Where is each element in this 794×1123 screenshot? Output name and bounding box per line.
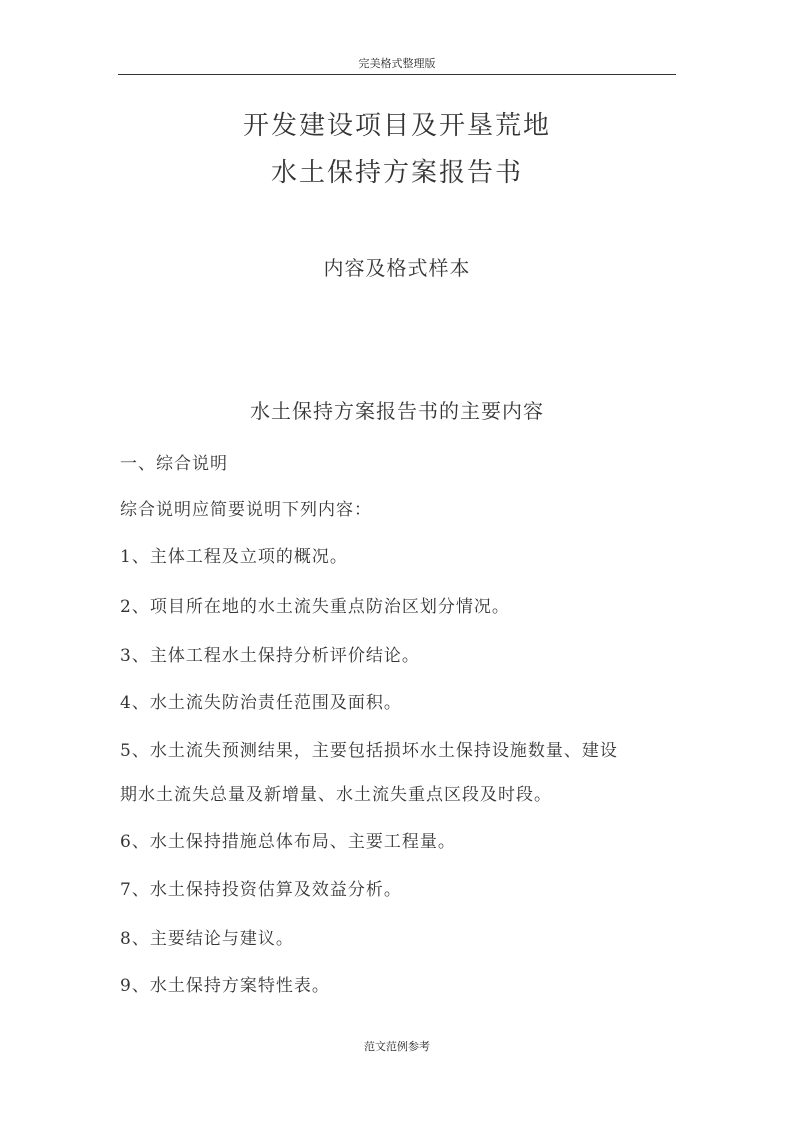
list-item-continuation: 期水土流失总量及新增量、水土流失重点区段及时段。: [120, 785, 552, 805]
list-item: 3、主体工程水土保持分析评价结论。: [120, 646, 420, 666]
document-title-line-1: 开发建设项目及开垦荒地: [242, 111, 551, 141]
list-item: 1、主体工程及立项的概况。: [120, 547, 348, 567]
list-item: 7、水土保持投资估算及效益分析。: [120, 880, 402, 900]
document-title-line-2: 水土保持方案报告书: [270, 158, 523, 188]
list-item: 4、水土流失防治责任范围及面积。: [120, 693, 402, 713]
header-text: 完美格式整理版: [358, 57, 436, 70]
section-heading: 水土保持方案报告书的主要内容: [250, 399, 544, 423]
list-item: 2、项目所在地的水土流失重点防治区划分情况。: [120, 597, 510, 617]
list-item: 8、主要结论与建议。: [120, 929, 294, 949]
list-item: 5、水土流失预测结果，主要包括损坏水土保持设施数量、建设: [120, 741, 618, 761]
part-title: 一、综合说明: [120, 454, 228, 474]
list-item: 9、水土保持方案特性表。: [120, 976, 330, 996]
list-item: 6、水土保持措施总体布局、主要工程量。: [120, 832, 456, 852]
page-footer: 范文范例参考: [364, 1040, 430, 1053]
intro-text: 综合说明应简要说明下列内容：: [120, 500, 372, 520]
document-subtitle: 内容及格式样本: [323, 256, 471, 280]
page-header: [118, 56, 676, 75]
